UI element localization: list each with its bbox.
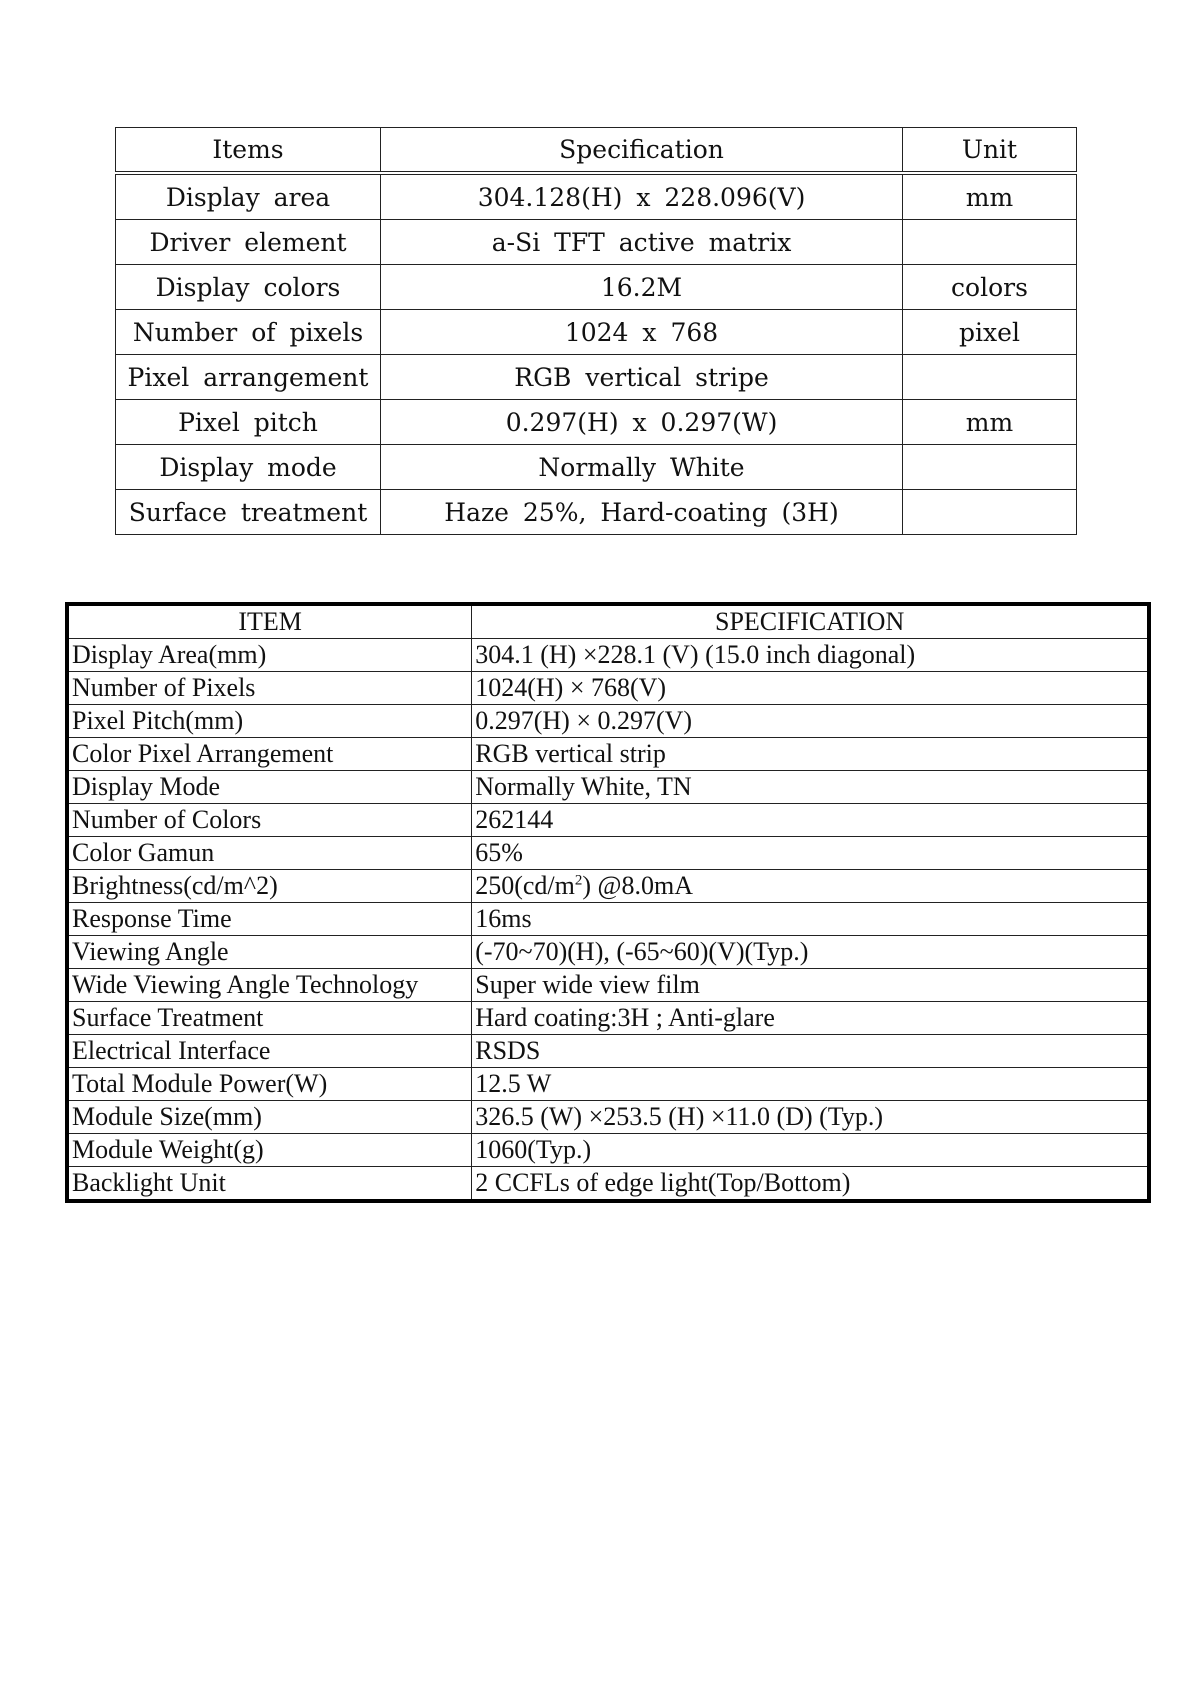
table1-row	[116, 490, 1077, 535]
table1-header-specification: Specification	[381, 128, 903, 174]
table2-item-cell: Total Module Power(W)	[67, 1068, 472, 1101]
table2-header-specification: SPECIFICATION	[472, 604, 1149, 639]
table2-row	[67, 1002, 1149, 1035]
table1-row	[116, 220, 1077, 265]
table1-spec-cell: 16.2M	[381, 265, 903, 310]
table2-spec-cell: 16ms	[472, 903, 1149, 936]
table1-spec-cell: Haze 25%, Hard-coating (3H)	[381, 490, 903, 535]
table1-unit-cell	[903, 355, 1077, 400]
table2-spec-cell: Hard coating:3H ; Anti-glare	[472, 1002, 1149, 1035]
brightness-superscript: 2	[574, 872, 583, 889]
table2-spec-cell: Super wide view film	[472, 969, 1149, 1002]
table2-spec-cell: 2 CCFLs of edge light(Top/Bottom)	[472, 1167, 1149, 1202]
table1-item-cell: Surface treatment	[116, 490, 381, 535]
table2-item-cell: Number of Colors	[67, 804, 472, 837]
table1-item-cell: Number of pixels	[116, 310, 381, 355]
table2-item-cell: Display Mode	[67, 771, 472, 804]
table2-row	[67, 705, 1149, 738]
table2-item-cell: Electrical Interface	[67, 1035, 472, 1068]
table1-unit-cell	[903, 220, 1077, 265]
table2-row	[67, 870, 1149, 903]
table2-spec-cell: 0.297(H) × 0.297(V)	[472, 705, 1149, 738]
table2-spec-cell: 12.5 W	[472, 1068, 1149, 1101]
table2-item-cell: Wide Viewing Angle Technology	[67, 969, 472, 1002]
table2-item-cell: Color Pixel Arrangement	[67, 738, 472, 771]
table2-item-cell: Display Area(mm)	[67, 639, 472, 672]
table1-row	[116, 265, 1077, 310]
table2-spec-cell: 262144	[472, 804, 1149, 837]
table2-spec-cell	[472, 870, 1149, 903]
table2-item-cell: Module Size(mm)	[67, 1101, 472, 1134]
spec-table-1	[115, 127, 1077, 535]
table2-row	[67, 837, 1149, 870]
table2-item-cell: Module Weight(g)	[67, 1134, 472, 1167]
table2-row	[67, 1134, 1149, 1167]
table2-row	[67, 1035, 1149, 1068]
table2-spec-cell: RSDS	[472, 1035, 1149, 1068]
table1-spec-cell: RGB vertical stripe	[381, 355, 903, 400]
table2-spec-cell: 1060(Typ.)	[472, 1134, 1149, 1167]
table2-spec-cell: 65%	[472, 837, 1149, 870]
table2-spec-cell: Normally White, TN	[472, 771, 1149, 804]
table1-header-row	[116, 128, 1077, 174]
table1-row	[116, 173, 1077, 220]
table2-header-item: ITEM	[67, 604, 472, 639]
table2-row	[67, 771, 1149, 804]
brightness-value-prefix: 250(cd/m	[475, 871, 575, 900]
table2-item-cell: Pixel Pitch(mm)	[67, 705, 472, 738]
table2-header-row	[67, 604, 1149, 639]
brightness-value-suffix: ) @8.0mA	[582, 871, 693, 900]
table2-item-cell: Color Gamun	[67, 837, 472, 870]
table2-spec-cell: RGB vertical strip	[472, 738, 1149, 771]
table1-item-cell: Driver element	[116, 220, 381, 265]
table1-row	[116, 445, 1077, 490]
table2-item-cell: Number of Pixels	[67, 672, 472, 705]
table1-item-cell: Pixel arrangement	[116, 355, 381, 400]
table2-spec-cell: (-70~70)(H), (-65~60)(V)(Typ.)	[472, 936, 1149, 969]
table1-row	[116, 310, 1077, 355]
table1-unit-cell	[903, 445, 1077, 490]
table1-spec-cell: 1024 x 768	[381, 310, 903, 355]
table1-item-cell: Display area	[116, 173, 381, 220]
table2-row	[67, 639, 1149, 672]
table2-row	[67, 738, 1149, 771]
table1-spec-cell: a-Si TFT active matrix	[381, 220, 903, 265]
table1-unit-cell	[903, 490, 1077, 535]
table2-row	[67, 903, 1149, 936]
table2-row	[67, 1068, 1149, 1101]
table2-item-cell: Surface Treatment	[67, 1002, 472, 1035]
table2-row	[67, 969, 1149, 1002]
table2-spec-cell: 304.1 (H) ×228.1 (V) (15.0 inch diagonal)	[472, 639, 1149, 672]
table1-item-cell: Pixel pitch	[116, 400, 381, 445]
table1-row	[116, 355, 1077, 400]
spec-table-2	[65, 602, 1151, 1203]
table2-item-cell: Brightness(cd/m^2)	[67, 870, 472, 903]
table1-unit-cell: mm	[903, 400, 1077, 445]
table2-spec-cell: 1024(H) × 768(V)	[472, 672, 1149, 705]
table2-item-cell: Backlight Unit	[67, 1167, 472, 1202]
table2-item-cell: Viewing Angle	[67, 936, 472, 969]
table1-row	[116, 400, 1077, 445]
table2-row	[67, 1167, 1149, 1202]
table1-item-cell: Display colors	[116, 265, 381, 310]
table2-spec-cell: 326.5 (W) ×253.5 (H) ×11.0 (D) (Typ.)	[472, 1101, 1149, 1134]
table1-item-cell: Display mode	[116, 445, 381, 490]
table1-spec-cell: 304.128(H) x 228.096(V)	[381, 173, 903, 220]
table2-row	[67, 1101, 1149, 1134]
table1-unit-cell: mm	[903, 173, 1077, 220]
table1-header-unit: Unit	[903, 128, 1077, 174]
table2-item-cell: Response Time	[67, 903, 472, 936]
table1-unit-cell: colors	[903, 265, 1077, 310]
table2-row	[67, 804, 1149, 837]
table2-row	[67, 936, 1149, 969]
table2-row	[67, 672, 1149, 705]
table1-spec-cell: 0.297(H) x 0.297(W)	[381, 400, 903, 445]
table1-header-items: Items	[116, 128, 381, 174]
table1-spec-cell: Normally White	[381, 445, 903, 490]
table1-unit-cell: pixel	[903, 310, 1077, 355]
